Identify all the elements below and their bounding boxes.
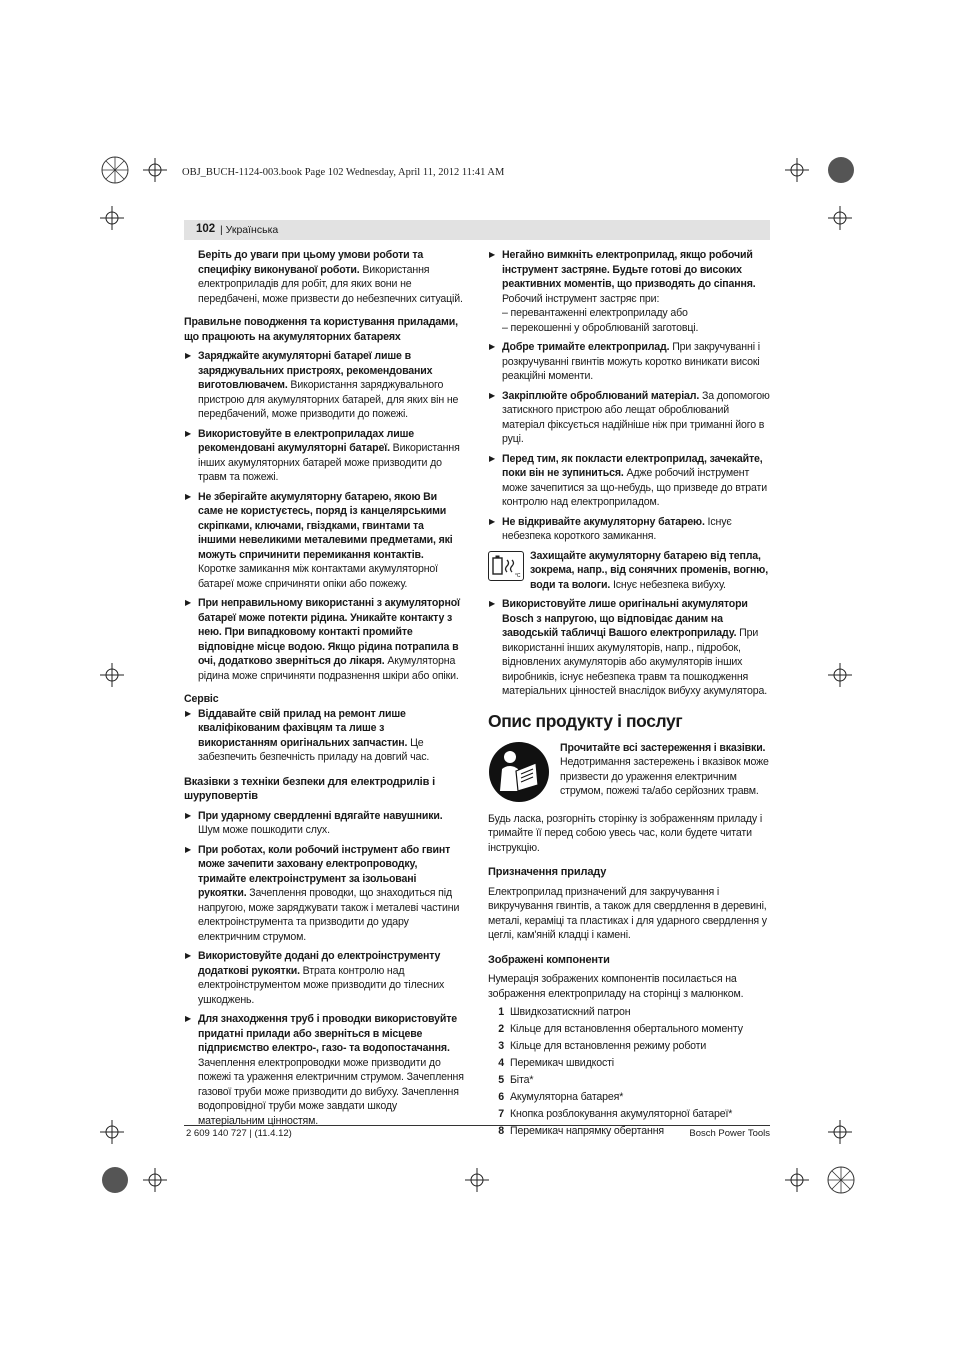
paragraph: Беріть до уваги при цьому умови роботи та специфіку виконуваної роботи. Використання електроприладів для робіт, для яких вони не передбачені, може призвести до небезпечних ситуацій.	[198, 249, 463, 305]
component-label: Кільце для встановлення обертального моменту	[510, 1023, 743, 1035]
paragraph: Будь ласка, розгорніть сторінку із зображенням приладу і тримайте її перед собою увесь час, коли будете читати інструкцію.	[488, 812, 763, 854]
section-heading-drills: Вказівки з техніки безпеки для електродрилів і шуруповертів	[184, 775, 435, 802]
bullet-item: ▶ Віддавайте свій прилад на ремонт лише кваліфікованим фахівцям та лише з використанням оригінальних запчастин. Це забезпечить безпечність приладу на довгий час.	[184, 707, 464, 765]
read-instructions-text: Прочитайте всі застереження і вказівки. Недотримання застережень і вказівок може призвести до ураження електричним струмом, пожежі та/або серйозних травм.	[560, 741, 769, 797]
bullet-item: ▶ Не зберігайте акумуляторну батарею, якою Ви саме не користуєтесь, поряд із канцелярськими скріпками, ключами, гвіздками, гвинтами та іншими невеликими металевими предметами, які можуть спричинити перемикання контактів. Коротке замикання між контактами акумуляторної батареї може спричиняти опіки або пожежу.	[184, 490, 464, 592]
registration-mark-icon	[826, 155, 856, 185]
bullet-item: ▶ Для знаходження труб і проводки використовуйте придатні прилади або зверніться в місцеве підприємство електро-, газо- та водопостачання. Зачеплення електропроводки може призводити до пожежі та ураження електричним струмом. Зачеплення газової труби може призводити до вибуху. Зачеплення водопровідної труби може завдати шкоду матеріальним цінностям.	[184, 1012, 464, 1128]
section-heading-components: Зображені компоненти	[488, 953, 610, 966]
crosshair-mark-icon	[465, 1168, 489, 1192]
component-item	[488, 1073, 770, 1088]
component-label: Біта*	[510, 1074, 534, 1086]
component-label: Акумуляторна батарея*	[510, 1091, 624, 1103]
bullet-item: ▶ Негайно вимкніть електроприлад, якщо робочий інструмент застряне. Будьте готові до високих реактивних моментів, що призводять до сіпання. Робочий інструмент застряє при:	[488, 248, 770, 306]
component-number: 8	[498, 1125, 504, 1137]
section-heading-battery: Правильне поводження та користування приладами, що працюють на акумуляторних батареях	[184, 316, 458, 343]
crosshair-mark-icon	[143, 1168, 167, 1192]
crosshair-mark-icon	[100, 1120, 124, 1144]
registration-mark-icon	[100, 1165, 130, 1195]
section-title-product: Опис продукту і послуг	[488, 710, 683, 731]
right-column	[488, 248, 770, 1139]
page-number: 102	[196, 223, 216, 235]
component-label: Перемикач напрямку обертання	[510, 1125, 664, 1137]
component-number: 6	[498, 1091, 504, 1103]
list-line: – перекошенні у оброблюваній заготовці.	[502, 321, 699, 334]
crosshair-mark-icon	[100, 663, 124, 687]
component-item	[488, 1022, 770, 1037]
section-heading-purpose: Призначення приладу	[488, 866, 607, 878]
bullet-item: ▶ Перед тим, як покласти електроприлад, зачекайте, поки він не зупиниться. Адже робочий інструмент може зачепитися за що-небудь, що призведе до втрати контролю над електроприладом.	[488, 452, 770, 510]
registration-mark-icon	[826, 1165, 856, 1195]
heat-warning	[488, 549, 770, 593]
language-label: | Українська	[220, 224, 279, 236]
component-number: 5	[498, 1074, 504, 1086]
component-label: Швидкозатискний патрон	[510, 1006, 631, 1018]
read-instructions-block	[488, 741, 770, 803]
component-item	[488, 1090, 770, 1105]
component-number: 7	[498, 1108, 504, 1120]
crosshair-mark-icon	[828, 663, 852, 687]
bullet-item: ▶ Не відкривайте акумуляторну батарею. Існує небезпека короткого замикання.	[488, 515, 770, 544]
left-column	[184, 248, 464, 1128]
bullet-item: ▶ При неправильному використанні з акумуляторної батареї може потекти рідина. Уникайте контакту з нею. При випадковому контакті промийте відповідне місце водою. Якщо рідина потрапила в очі, додатково зверніться до лікаря. Акумуляторна рідина може спричиняти подразнення шкіри або опіки.	[184, 596, 464, 683]
crosshair-mark-icon	[828, 1120, 852, 1144]
component-label: Кільце для встановлення режиму роботи	[510, 1040, 707, 1052]
registration-mark-icon	[100, 155, 130, 185]
bullet-item: ▶ Добре тримайте електроприлад. При закручуванні і розкручуванні гвинтів можуть коротко виникати високі реакційні моменти.	[488, 340, 770, 384]
warning-text: Захищайте акумуляторну батарею від тепла, зокрема, напр., від сонячних променів, вогню, води та вологи. Існує небезпека вибуху.	[530, 549, 768, 591]
bullet-item: ▶ При роботах, коли робочий інструмент або гвинт може зачепити заховану електропроводку, тримайте електроінструмент за ізольовані рукоятки. Зачеплення проводки, що знаходиться під напругою, може заряджувати також і металеві частини електроінструмента та призводити до удару електричним струмом.	[184, 843, 464, 945]
component-item	[488, 1056, 770, 1071]
bullet-item: ▶ Використовуйте додані до електроінструменту додаткові рукоятки. Втрата контролю над електроінструментом може призводити до тілесних ушкоджень.	[184, 949, 464, 1007]
component-label: Кнопка розблокування акумуляторної батареї*	[510, 1108, 733, 1120]
bullet-item: ▶ Закріплюйте оброблюваний матеріал. За допомогою затискного пристрою або лещат оброблюваний матеріал фіксується надійніше ніж при триманні його в руці.	[488, 389, 770, 447]
component-number: 4	[498, 1057, 504, 1069]
bullet-item: ▶ Заряджайте акумуляторні батареї лише в заряджувальних пристроях, рекомендованих виготовлювачем. Використання заряджувального пристрою для акумуляторних батарей, для яких він не передбачений, може призводити до пожежі.	[184, 349, 464, 422]
component-number: 3	[498, 1040, 504, 1052]
bullet-item: ▶ Використовуйте в електроприладах лише рекомендовані акумуляторні батареї. Використання інших акумуляторних батарей може призводити до травм та пожежі.	[184, 427, 464, 485]
paragraph: Нумерація зображених компонентів посилається на зображення електроприладу на сторінці з малюнком.	[488, 973, 744, 1000]
crosshair-mark-icon	[100, 206, 124, 230]
svg-text:°C: °C	[515, 572, 521, 579]
footer-doc-number: 2 609 140 727 | (11.4.12)	[186, 1128, 292, 1139]
component-label: Перемикач швидкості	[510, 1057, 615, 1069]
bullet-item: ▶ Використовуйте лише оригінальні акумулятори Bosch з напругою, що відповідає даним на заводській табличці Вашого електроприладу. При використанні інших акумуляторів, напр., підробок, відновлених акумуляторів або акумуляторів інших виробників, існує небезпека травм та пошкодження матеріальних цінностей внаслідок вибуху акумулятора.	[488, 597, 770, 699]
footer-brand: Bosch Power Tools	[689, 1128, 770, 1139]
page-header	[184, 220, 770, 240]
read-manual-icon	[488, 741, 550, 803]
component-number: 2	[498, 1023, 504, 1035]
components-list	[488, 1005, 770, 1139]
crosshair-mark-icon	[828, 206, 852, 230]
paragraph: Електроприлад призначений для закручування і викручування гвинтів, а також для свердлення в деревині, металі, кераміці та пластиках і для ударного свердлення у цеглі, кам'яній кладці і камені.	[488, 885, 767, 941]
crosshair-mark-icon	[785, 1168, 809, 1192]
component-item	[488, 1039, 770, 1054]
component-number: 1	[498, 1006, 504, 1018]
list-line: – перевантаженні електроприладу або	[502, 307, 688, 319]
bullet-item: ▶ При ударному свердленні вдягайте навушники. Шум може пошкодити слух.	[184, 809, 464, 838]
component-item	[488, 1005, 770, 1020]
print-slug: OBJ_BUCH-1124-003.book Page 102 Wednesday, April 11, 2012 11:41 AM	[182, 167, 505, 178]
battery-heat-warning-icon	[488, 551, 524, 581]
crosshair-mark-icon	[143, 158, 167, 182]
component-item	[488, 1107, 770, 1122]
crosshair-mark-icon	[785, 158, 809, 182]
section-heading-service: Сервіс	[184, 693, 219, 705]
